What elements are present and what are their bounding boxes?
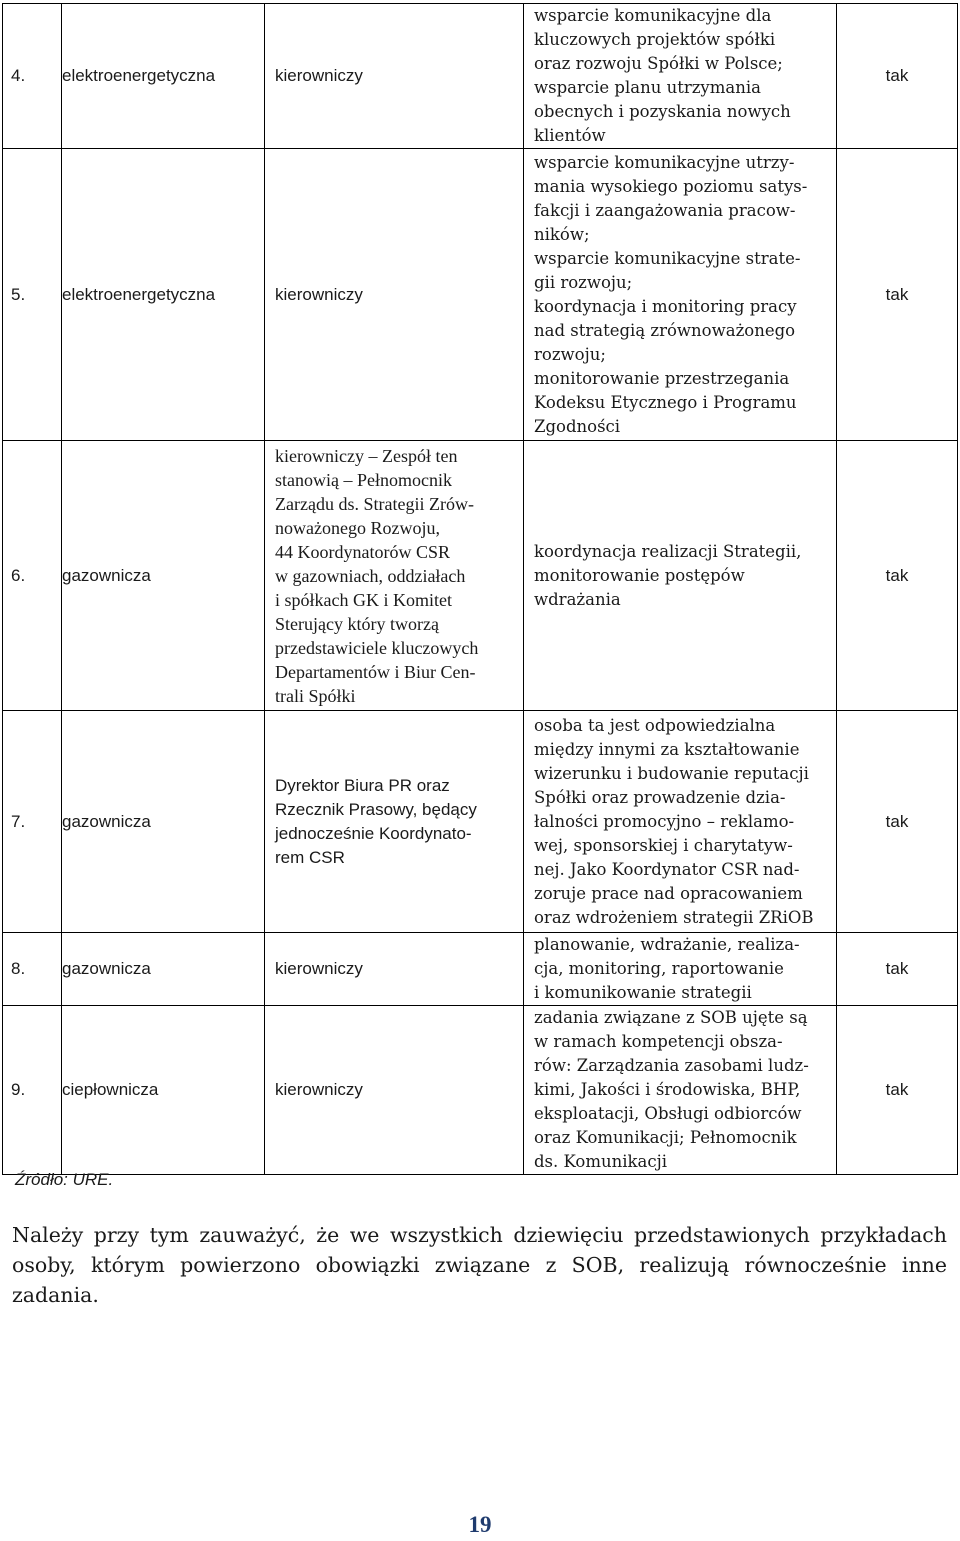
sector-cell: gazownicza <box>62 711 265 933</box>
tasks-text: wsparcie komunikacyjne utrzy- mania wysokiego poziomu satys- fakcji i zaangażowania pracow- ników; wsparcie komunikacyjne strate- gii rozwoju; koordynacja i monitoring pracy nad strategią zrównoważonego rozwoju; monitorowanie przestrzegania Kodeksu Etycznego i Programu Zgodności <box>534 152 808 436</box>
tasks-text: planowanie, wdrażanie, realiza- cja, monitoring, raportowanie i komunikowanie strategii <box>534 935 800 1002</box>
table-row <box>3 1006 958 1175</box>
tasks-text: koordynacja realizacji Strategii, monitorowanie postępów wdrażania <box>534 541 802 609</box>
other-duties-cell: tak <box>837 711 958 933</box>
table-row <box>3 933 958 1006</box>
table-row <box>3 441 958 711</box>
other-duties-cell: tak <box>837 1006 958 1175</box>
position-cell <box>265 441 524 711</box>
roles-table <box>2 3 958 1175</box>
tasks-cell <box>524 933 837 1006</box>
table-row <box>3 711 958 933</box>
tasks-text: zadania związane z SOB ujęte są w ramach kompetencji obsza- rów: Zarządzania zasobami ludz- kimi, Jakości i środowiska, BHP, eksploatacji, Obsługi odbiorców oraz Komunikacji; Pełnomocnik ds. Komunikacji <box>534 1008 809 1171</box>
row-number: 4. <box>3 4 62 149</box>
body-paragraph: Należy przy tym zauważyć, że we wszystkich dziewięciu przedstawionych przykładach osoby, którym powierzono obowiązki związane z SOB, realizują równocześnie inne zadania. <box>12 1223 947 1307</box>
tasks-cell <box>524 711 837 933</box>
other-duties-cell: tak <box>837 933 958 1006</box>
position-cell: kierowniczy <box>265 1006 524 1175</box>
table-row <box>3 149 958 441</box>
position-cell: kierowniczy <box>265 149 524 441</box>
tasks-cell <box>524 149 837 441</box>
sector-cell: elektroenergetyczna <box>62 149 265 441</box>
position-cell <box>265 711 524 933</box>
tasks-cell <box>524 441 837 711</box>
other-duties-cell: tak <box>837 441 958 711</box>
position-text: kierowniczy – Zespół ten stanowią – Pełnomocnik Zarządu ds. Strategii Zrów- noważonego Rozwoju, 44 Koordynatorów CSR w gazowniach, oddziałach i spółkach GK i Komitet Sterujący który tworzą przedstawiciele kluczowych Departamentów i Biur Cen- trali Spółki <box>275 445 479 706</box>
position-cell: kierowniczy <box>265 4 524 149</box>
other-duties-cell: tak <box>837 4 958 149</box>
tasks-text: osoba ta jest odpowiedzialna między innymi za kształtowanie wizerunku i budowanie reputacji Spółki oraz prowadzenie dzia- łalności promocyjno – reklamo- wej, sponsorskiej i charytatyw- nej. Jako Koordynator CSR nad- zoruje prace nad opracowaniem oraz wdrożeniem strategii ZRiOB <box>534 715 814 927</box>
row-number: 5. <box>3 149 62 441</box>
table-row <box>3 4 958 149</box>
tasks-cell <box>524 1006 837 1175</box>
row-number: 6. <box>3 441 62 711</box>
sector-cell: ciepłownicza <box>62 1006 265 1175</box>
row-number: 9. <box>3 1006 62 1175</box>
row-number: 7. <box>3 711 62 933</box>
position-text: Dyrektor Biura PR oraz Rzecznik Prasowy, będący jednocześnie Koordynato- rem CSR <box>275 775 477 867</box>
row-number: 8. <box>3 933 62 1006</box>
source-note: Źródło: URE. <box>15 1170 114 1189</box>
other-duties-cell: tak <box>837 149 958 441</box>
sector-cell: elektroenergetyczna <box>62 4 265 149</box>
tasks-cell <box>524 4 837 149</box>
sector-cell: gazownicza <box>62 441 265 711</box>
sector-cell: gazownicza <box>62 933 265 1006</box>
page-number: 19 <box>468 1512 492 1537</box>
position-cell: kierowniczy <box>265 933 524 1006</box>
tasks-text: wsparcie komunikacyjne dla kluczowych projektów spółki oraz rozwoju Spółki w Polsce; wsparcie planu utrzymania obecnych i pozyskania nowych klientów <box>534 6 791 145</box>
